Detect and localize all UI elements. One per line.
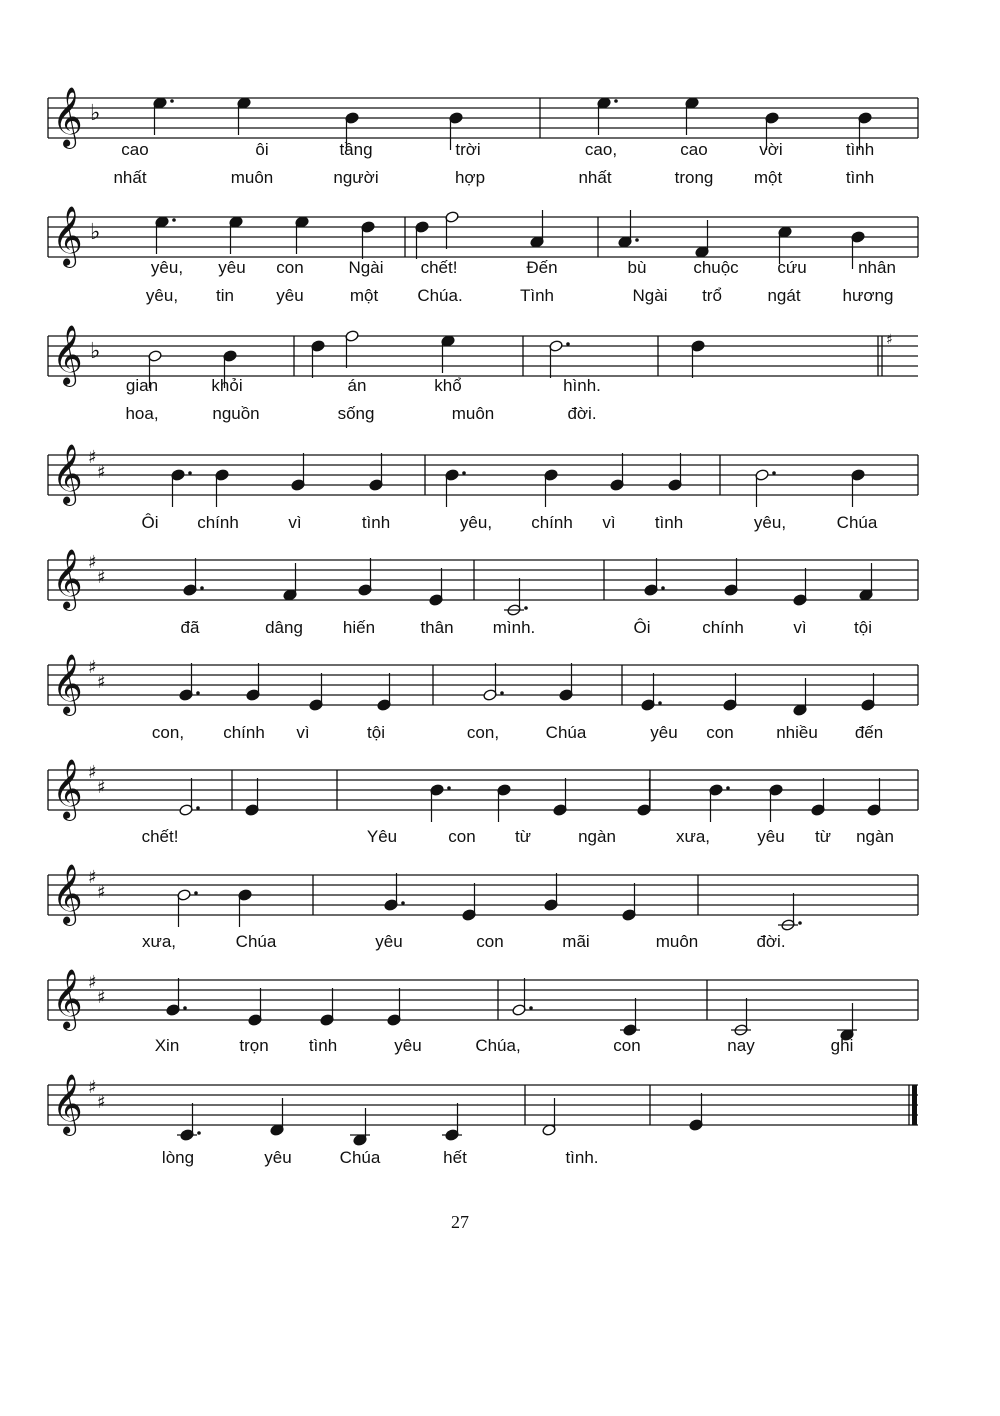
lyric-word: chính xyxy=(223,723,265,742)
lyric-word: chết! xyxy=(141,827,179,846)
lyric-word: mãi xyxy=(562,932,590,951)
lyric-word: yêu xyxy=(394,1036,422,1055)
sharp-key-change-icon: ♯ xyxy=(886,332,893,348)
lyric-word: đời. xyxy=(756,932,786,951)
lyric-word: muôn xyxy=(655,932,699,951)
lyric-word: chính xyxy=(197,513,239,532)
lyric-word: tội xyxy=(854,618,872,637)
lyric-word: Xin xyxy=(154,1036,180,1055)
lyric-word: tầng xyxy=(339,140,373,159)
lyric-word: khổ xyxy=(434,376,462,395)
lyric-word: thân xyxy=(420,618,454,637)
lyric-word: con xyxy=(448,827,476,846)
lyric-word: Ngài xyxy=(632,286,668,305)
lyric-word: hương xyxy=(842,286,894,305)
note-dot xyxy=(401,901,405,905)
lyric-line xyxy=(0,286,1000,308)
note-dot xyxy=(188,471,192,475)
lyric-word: lòng xyxy=(161,1148,195,1167)
treble-clef-icon: 𝄞 xyxy=(52,1074,83,1134)
lyric-word: chuộc xyxy=(693,258,739,277)
lyric-line xyxy=(0,1148,1000,1170)
note-dot xyxy=(798,921,802,925)
lyric-line xyxy=(0,404,1000,426)
lyric-word: hết xyxy=(443,1148,467,1167)
lyric-line xyxy=(0,168,1000,190)
lyric-word: con xyxy=(706,723,734,742)
lyric-line xyxy=(0,376,1000,398)
note-dot xyxy=(500,691,504,695)
treble-clef-icon: 𝄞 xyxy=(52,87,83,147)
lyric-word: muôn xyxy=(451,404,495,423)
note-dot xyxy=(726,786,730,790)
final-barline xyxy=(912,1085,917,1125)
lyric-word: hoa, xyxy=(125,404,159,423)
lyric-word: tội xyxy=(367,723,385,742)
lyric-word: yêu xyxy=(218,258,246,277)
lyric-word: đã xyxy=(180,618,200,637)
lyric-word: ngàn xyxy=(578,827,616,846)
lyric-line xyxy=(0,618,1000,640)
note-dot xyxy=(183,1006,187,1010)
lyric-word: chính xyxy=(531,513,573,532)
lyric-word: Ôi xyxy=(633,618,651,637)
lyric-word: yêu, xyxy=(150,258,184,277)
lyric-word: muôn xyxy=(230,168,274,187)
lyric-word: chính xyxy=(702,618,744,637)
sharp-key-signature-icon: ♯ xyxy=(88,1077,97,1098)
lyric-word: tình xyxy=(845,140,875,159)
lyric-line xyxy=(0,723,1000,745)
note-dot xyxy=(197,1131,201,1135)
sharp-key-signature-icon: ♯ xyxy=(97,462,106,483)
sharp-key-signature-icon: ♯ xyxy=(88,867,97,888)
note-dot xyxy=(524,606,528,610)
lyric-word: Chúa, xyxy=(475,1036,521,1055)
lyric-word: từ xyxy=(814,827,832,846)
lyric-word: Chúa xyxy=(339,1148,381,1167)
lyric-word: Yêu xyxy=(366,827,398,846)
note-dot xyxy=(462,471,466,475)
lyric-word: tình. xyxy=(565,1148,599,1167)
lyric-word: con xyxy=(276,258,304,277)
lyric-word: xưa, xyxy=(675,827,711,846)
sharp-key-signature-icon: ♯ xyxy=(97,882,106,903)
lyric-word: tình xyxy=(845,168,875,187)
lyric-word: án xyxy=(347,376,367,395)
lyric-word: vời xyxy=(759,140,783,159)
lyric-word: nay xyxy=(727,1036,755,1055)
lyric-word: nhất xyxy=(113,168,147,187)
sharp-key-signature-icon: ♯ xyxy=(97,672,106,693)
treble-clef-icon: 𝄞 xyxy=(52,444,83,504)
lyric-word: yêu, xyxy=(459,513,493,532)
treble-clef-icon: 𝄞 xyxy=(52,325,83,385)
lyric-word: cao xyxy=(680,140,708,159)
lyric-line xyxy=(0,513,1000,535)
sharp-key-signature-icon: ♯ xyxy=(97,777,106,798)
sharp-key-signature-icon: ♯ xyxy=(97,567,106,588)
lyric-word: nhất xyxy=(578,168,612,187)
lyric-word: yêu xyxy=(276,286,304,305)
lyric-word: Tình xyxy=(519,286,555,305)
lyric-word: hình. xyxy=(563,376,601,395)
lyric-word: Đến xyxy=(526,258,558,277)
lyric-word: tình xyxy=(654,513,684,532)
flat-key-signature-icon: ♭ xyxy=(90,101,101,126)
lyric-word: nhiều xyxy=(776,723,818,742)
lyric-word: mình. xyxy=(492,618,536,637)
lyric-word: tin xyxy=(216,286,234,305)
treble-clef-icon: 𝄞 xyxy=(52,759,83,819)
lyric-word: tình xyxy=(361,513,391,532)
lyric-word: từ xyxy=(514,827,532,846)
note-dot xyxy=(772,471,776,475)
lyric-word: con, xyxy=(466,723,500,742)
note-dot xyxy=(529,1006,533,1010)
lyric-word: cao, xyxy=(584,140,618,159)
lyric-word: trọn xyxy=(239,1036,269,1055)
treble-clef-icon: 𝄞 xyxy=(52,206,83,266)
lyric-word: trổ xyxy=(702,286,722,305)
lyric-word: cao xyxy=(121,140,149,159)
lyric-word: dâng xyxy=(265,618,303,637)
note-dot xyxy=(566,342,570,346)
note-dot xyxy=(196,691,200,695)
lyric-word: con xyxy=(476,932,504,951)
lyric-word: ngát xyxy=(767,286,801,305)
lyric-word: khỏi xyxy=(211,376,243,395)
lyric-word: Chúa xyxy=(235,932,277,951)
lyric-word: yêu xyxy=(650,723,678,742)
lyric-word: Ôi xyxy=(141,513,159,532)
lyric-word: tình xyxy=(308,1036,338,1055)
page-number: 27 xyxy=(451,1212,469,1232)
treble-clef-icon: 𝄞 xyxy=(52,549,83,609)
lyric-word: trong xyxy=(674,168,714,187)
lyric-word: xưa, xyxy=(141,932,177,951)
lyric-word: yêu, xyxy=(753,513,787,532)
note-dot xyxy=(447,786,451,790)
lyric-word: yêu xyxy=(375,932,403,951)
treble-clef-icon: 𝄞 xyxy=(52,969,83,1029)
lyric-word: con, xyxy=(151,723,185,742)
lyric-word: hiến xyxy=(342,618,376,637)
sharp-key-signature-icon: ♯ xyxy=(88,447,97,468)
lyric-word: vì xyxy=(793,618,807,637)
lyric-word: bù xyxy=(627,258,647,277)
lyric-word: một xyxy=(349,286,379,305)
note-dot xyxy=(172,218,176,222)
flat-key-signature-icon: ♭ xyxy=(90,339,101,364)
lyric-word: vì xyxy=(602,513,616,532)
note-dot xyxy=(614,99,618,103)
lyric-word: hợp xyxy=(454,168,486,187)
note-dot xyxy=(635,238,639,242)
note-dot xyxy=(658,701,662,705)
note-dot xyxy=(196,806,200,810)
lyric-line xyxy=(0,140,1000,162)
lyric-word: vì xyxy=(296,723,310,742)
lyric-word: yêu xyxy=(757,827,785,846)
note-dot xyxy=(170,99,174,103)
lyric-word: trời xyxy=(455,140,481,159)
flat-key-signature-icon: ♭ xyxy=(90,220,101,245)
sharp-key-signature-icon: ♯ xyxy=(97,987,106,1008)
lyric-word: sống xyxy=(337,404,375,423)
lyric-word: Chúa. xyxy=(417,286,463,305)
lyric-word: nguồn xyxy=(212,404,260,423)
lyric-word: gian xyxy=(125,376,159,395)
sharp-key-signature-icon: ♯ xyxy=(88,657,97,678)
lyric-word: Chúa xyxy=(545,723,587,742)
lyric-word: vì xyxy=(288,513,302,532)
lyric-line xyxy=(0,258,1000,280)
lyric-word: một xyxy=(753,168,783,187)
note-dot xyxy=(194,891,198,895)
treble-clef-icon: 𝄞 xyxy=(52,654,83,714)
lyric-word: Ngài xyxy=(348,258,384,277)
lyric-line xyxy=(0,1036,1000,1058)
lyric-word: ngàn xyxy=(856,827,894,846)
lyric-word: ghi xyxy=(830,1036,854,1055)
lyric-word: nhân xyxy=(858,258,896,277)
lyric-word: yêu, xyxy=(145,286,179,305)
lyric-word: Chúa xyxy=(836,513,878,532)
lyric-word: con xyxy=(613,1036,641,1055)
treble-clef-icon: 𝄞 xyxy=(52,864,83,924)
sharp-key-signature-icon: ♯ xyxy=(88,552,97,573)
lyric-word: cứu xyxy=(777,258,807,277)
lyric-word: đời. xyxy=(567,404,597,423)
sharp-key-signature-icon: ♯ xyxy=(88,972,97,993)
lyric-word: đến xyxy=(854,723,884,742)
lyric-word: ôi xyxy=(255,140,269,159)
lyric-line xyxy=(0,932,1000,954)
lyric-line xyxy=(0,827,1000,849)
lyric-word: người xyxy=(333,168,379,187)
lyric-word: chết! xyxy=(420,258,458,277)
sharp-key-signature-icon: ♯ xyxy=(97,1092,106,1113)
lyric-word: yêu xyxy=(264,1148,292,1167)
note-dot xyxy=(200,586,204,590)
sharp-key-signature-icon: ♯ xyxy=(88,762,97,783)
note-dot xyxy=(661,586,665,590)
